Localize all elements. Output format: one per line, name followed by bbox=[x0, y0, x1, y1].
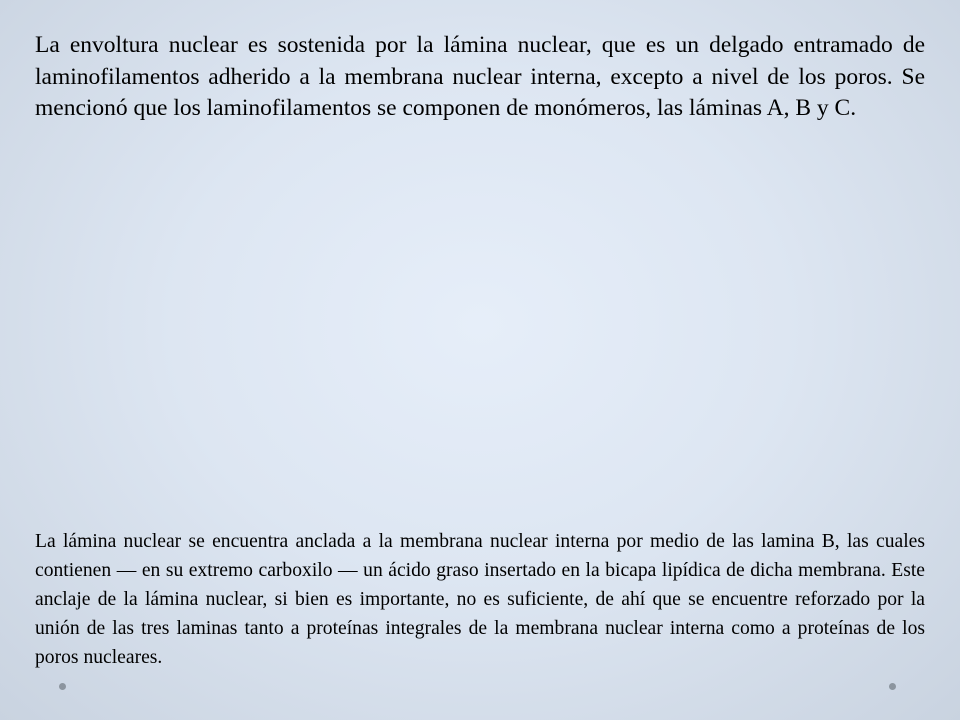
paragraph-nuclear-lamina-anchoring: La lámina nuclear se encuentra anclada a la membrana nuclear interna por medio de las lamina B, las cuales contienen — en su extremo carboxilo — un ácido graso insertado en la bicapa lipídica de dicha membrana. Este anclaje de la lámina nuclear, si bien es importante, no es suficiente, de ahí que se encuentre reforzado por la unión de las tres laminas tanto a proteínas integrales de la membrana nuclear interna como a proteínas de los poros nucleares. bbox=[35, 531, 925, 668]
paragraph-nuclear-envelope: La envoltura nuclear es sostenida por la lámina nuclear, que es un delgado entramado de laminofilamentos adherido a la membrana nuclear interna, excepto a nivel de los poros. Se mencionó que los laminofilamentos se componen de monómeros, las láminas A, B y C. bbox=[35, 32, 925, 121]
decorative-dot-right bbox=[889, 683, 896, 690]
decorative-dot-left bbox=[59, 683, 66, 690]
